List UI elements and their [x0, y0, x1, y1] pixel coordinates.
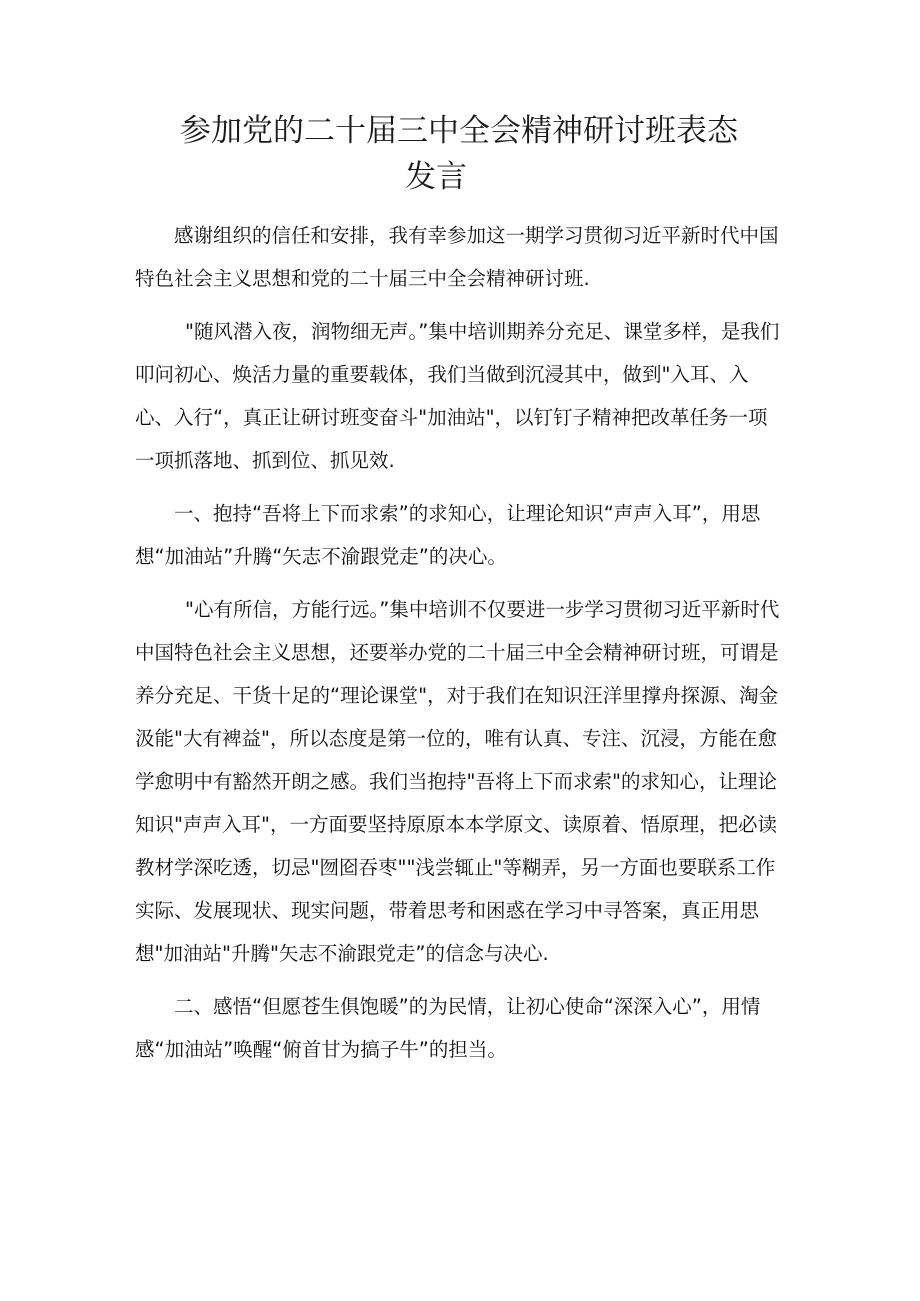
title-line-2: 发言 — [405, 159, 467, 195]
document-title — [180, 108, 780, 200]
paragraph-quote-1: "随风潜入夜，润物细无声。”集中培训期养分充足、课堂多样，是我们叩问初心、焕活力量的重要载体，我们当做到沉浸其中，做到"入耳、入心、入行“，真正让研讨班变奋斗"加油站"，以钉钉子精神把改革任务一项一项抓落地、抓到位、抓见效. — [135, 320, 780, 472]
document-body — [135, 214, 785, 1081]
section-heading-2: 二、感悟“但愿苍生俱饱暖”的为民情，让初心使命“深深入心”，用情感“加油站”唤醒“俯首甘为搞子牛”的担当。 — [135, 995, 761, 1061]
title-line-1: 参加党的二十届三中全会精神研讨班表态 — [180, 113, 738, 149]
paragraph-intro: 感谢组织的信任和安排，我有幸参加这一期学习贯彻习近平新时代中国特色社会主义思想和党的二十届三中全会精神研讨班. — [135, 224, 779, 290]
paragraph-section-1: "心有所信，方能行远。”集中培训不仅要进一步学习贯彻习近平新时代中国特色社会主义思想，还要举办党的二十届三中全会精神研讨班，可谓是养分充足、干货十足的“理论课堂"，对于我们在知识汪洋里撑舟探源、淘金汲能"大有裨益"，所以态度是第一位的，唯有认真、专注、沉浸，方能在愈学愈明中有豁然开朗之感。我们当抱持"吾将上下而求索"的求知心，让理论知识"声声入耳"，一方面要坚持原原本本学原文、读原着、悟原理，把必读教材学深吃透，切忌"囫囵吞枣""浅尝辄止"等糊弄，另一方面也要联系工作实际、发展现状、现实问题，带着思考和困惑在学习中寻答案，真正用思想"加油站"升腾"矢志不渝跟党走”的信念与决心. — [135, 598, 780, 965]
section-heading-1: 一、抱持“吾将上下而求索”的求知心，让理论知识“声声入耳”，用思想“加油站”升腾“矢志不渝跟党走”的决心。 — [135, 502, 761, 568]
